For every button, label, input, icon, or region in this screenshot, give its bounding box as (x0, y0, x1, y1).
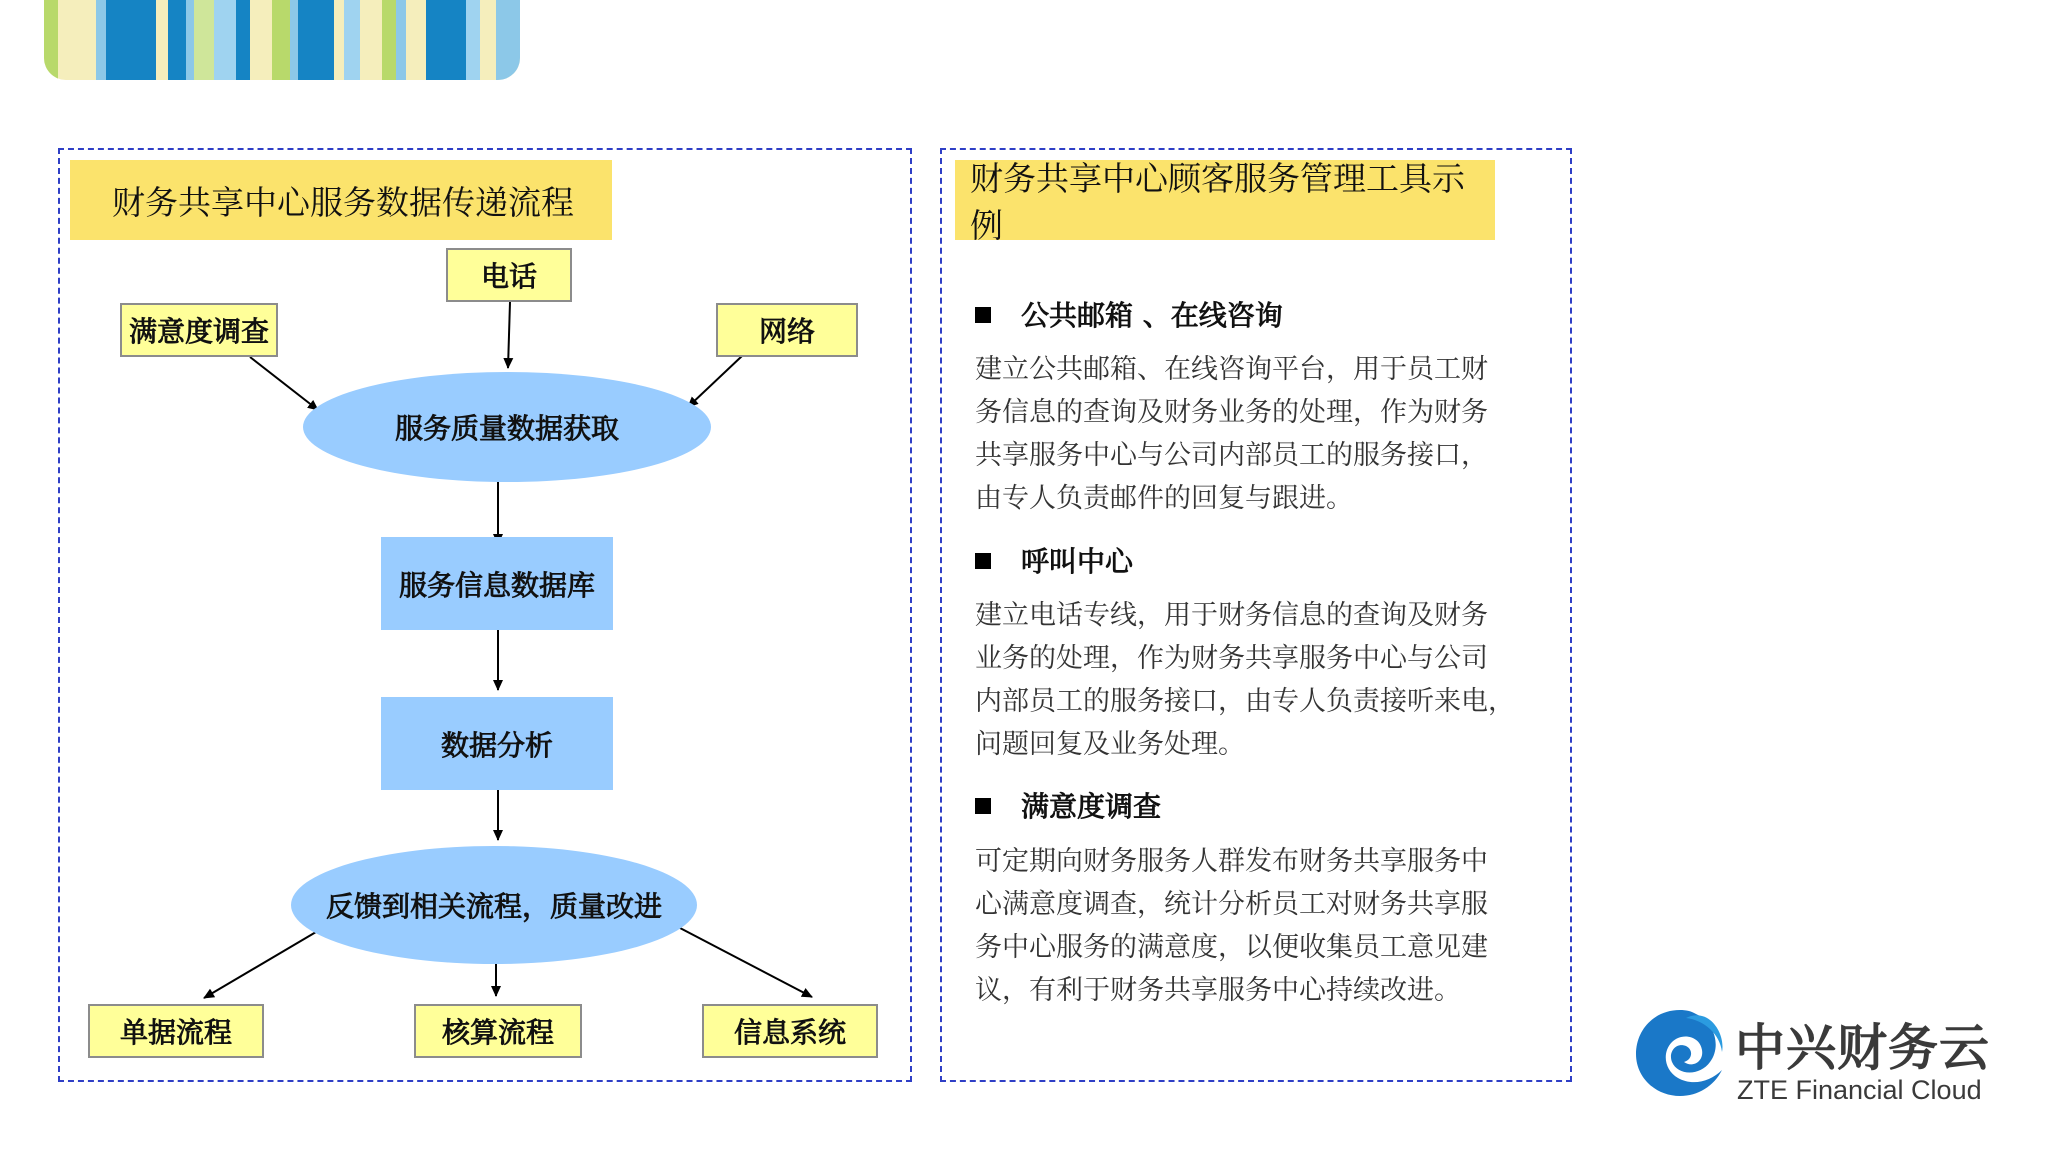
body-line: 建立电话专线，用于财务信息的查询及财务 (975, 600, 1488, 631)
section-heading-call-center: 呼叫中心 (975, 540, 1133, 580)
logo-english-name: ZTE Financial Cloud (1737, 1075, 1982, 1105)
right-panel-title: 财务共享中心顾客服务管理工具示例 (955, 160, 1495, 240)
node-accounting-flow: 核算流程 (414, 1004, 582, 1058)
section-body-satisfaction-survey (975, 840, 1565, 1012)
left-panel-title: 财务共享中心服务数据传递流程 (70, 160, 612, 240)
cloud-swirl-icon (1630, 1004, 1732, 1102)
body-line: 问题回复及业务处理。 (975, 729, 1245, 760)
logo-chinese-name: 中兴财务云 (1735, 1019, 1990, 1077)
node-service-info-database: 服务信息数据库 (381, 537, 613, 630)
body-line: 可定期向财务服务人群发布财务共享服务中 (975, 846, 1488, 877)
body-line: 由专人负责邮件的回复与跟进。 (975, 483, 1353, 514)
body-line: 共享服务中心与公司内部员工的服务接口， (975, 440, 1488, 471)
node-feedback-quality-improvement: 反馈到相关流程，质量改进 (291, 846, 697, 964)
square-bullet-icon (975, 307, 991, 323)
square-bullet-icon (975, 553, 991, 569)
node-phone: 电话 (446, 248, 572, 302)
arrow-feedback-to-infosystem (680, 928, 812, 997)
node-service-quality-data-acquisition: 服务质量数据获取 (303, 372, 711, 482)
node-data-analysis: 数据分析 (381, 697, 613, 790)
body-line: 议，有利于财务共享服务中心持续改进。 (975, 975, 1461, 1006)
body-line: 内部员工的服务接口，由专人负责接听来电， (975, 686, 1515, 717)
arrow-feedback-to-document (204, 932, 316, 998)
body-line: 务中心服务的满意度，以便收集员工意见建 (975, 932, 1488, 963)
body-line: 心满意度调查，统计分析员工对财务共享服 (975, 889, 1488, 920)
arrow-network-to-acquire (688, 356, 742, 407)
node-network: 网络 (716, 303, 858, 357)
node-document-flow: 单据流程 (88, 1004, 264, 1058)
section-heading-satisfaction-survey: 满意度调查 (975, 785, 1161, 825)
body-line: 业务的处理，作为财务共享服务中心与公司 (975, 643, 1488, 674)
body-line: 建立公共邮箱、在线咨询平台，用于员工财 (975, 354, 1488, 385)
node-information-system: 信息系统 (702, 1004, 878, 1058)
node-satisfaction-survey: 满意度调查 (120, 303, 278, 357)
arrow-phone-to-acquire (508, 302, 510, 368)
square-bullet-icon (975, 798, 991, 814)
section-body-call-center (975, 594, 1565, 766)
section-heading-public-mailbox: 公共邮箱 、在线咨询 (975, 294, 1283, 334)
section-body-public-mailbox (975, 348, 1565, 520)
arrow-survey-to-acquire (250, 357, 318, 410)
body-line: 务信息的查询及财务业务的处理，作为财务 (975, 397, 1488, 428)
